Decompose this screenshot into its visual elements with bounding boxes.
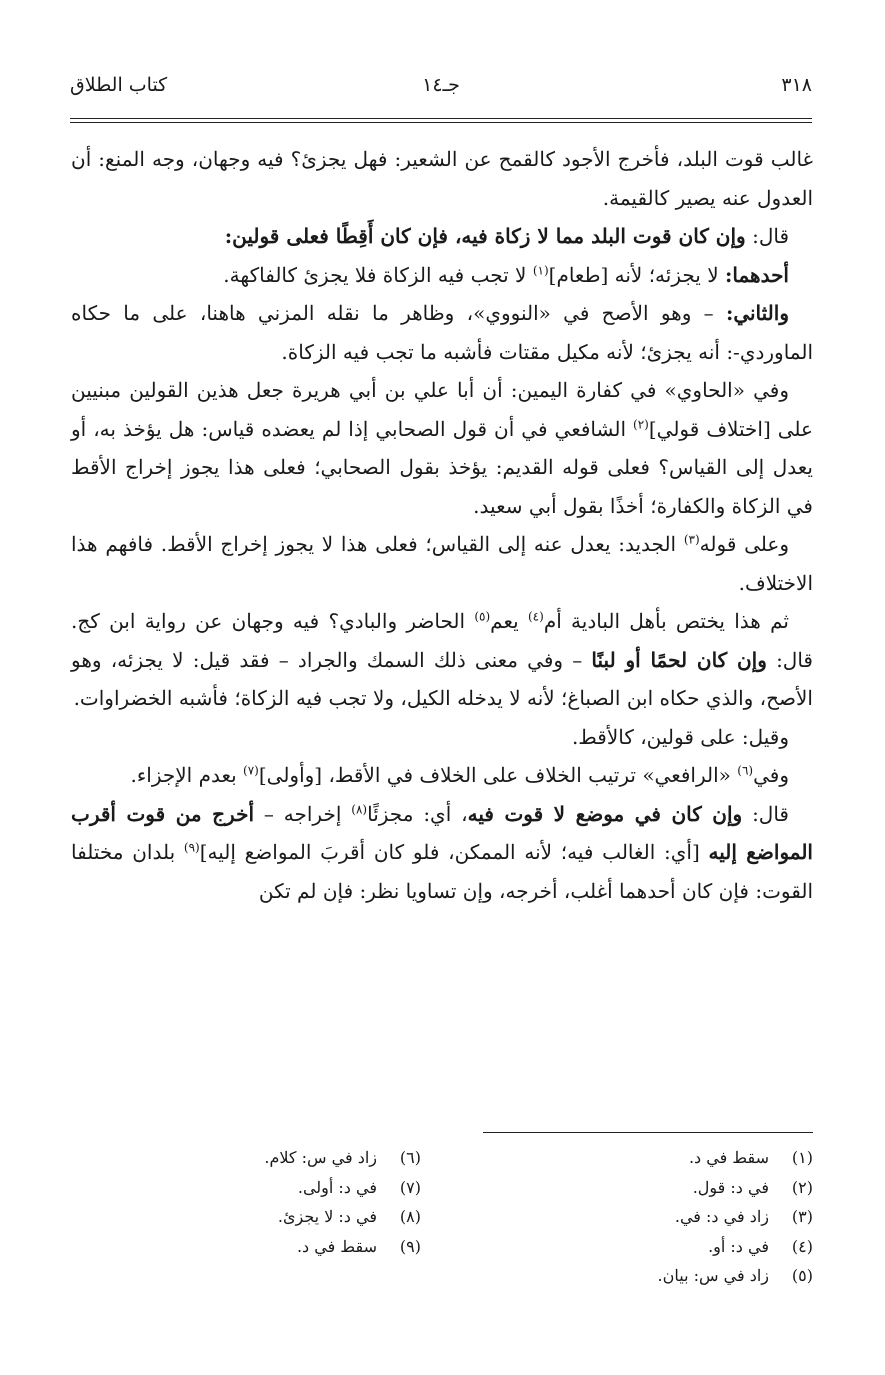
footnote-marker: (٥) [474, 609, 491, 624]
text-run: الحاضر والبادي؟ فيه وجهان عن رواية ابن كج. قال: [71, 609, 813, 672]
bold-text: أخرج من قوت أقرب المواضع إليه [71, 801, 813, 864]
footnote-marker: (٧) [243, 763, 259, 778]
header-rule-bottom [70, 122, 812, 123]
footnote-marker: (٤) [527, 609, 544, 624]
footnote-text: سقط في د. [296, 1236, 377, 1256]
footnote-number: (٧) [399, 1177, 421, 1197]
text-run: وقيل: على قولين، كالأقط. [571, 724, 789, 749]
footnote-marker: (٢) [633, 416, 649, 431]
book-title: كتاب الطلاق [70, 74, 168, 96]
footnote-text: في د: أو. [708, 1236, 769, 1256]
footnote-number: (٨) [399, 1207, 421, 1226]
footnotes-right-column [473, 1143, 813, 1291]
text-run: لا يجزئه؛ لأنه [طعام] [548, 262, 725, 287]
footnote-number: (٢) [791, 1177, 813, 1197]
footnote-separator [483, 1132, 813, 1133]
footnote-number: (٦) [399, 1148, 421, 1167]
paragraph [71, 525, 813, 602]
page-number: ٣١٨ [781, 74, 812, 96]
footnote-text: في د: أولى. [297, 1177, 377, 1197]
text-run: بعدم الإجزاء. [130, 763, 244, 787]
footnote-text: زاد في س: كلام. [264, 1148, 377, 1167]
footnote-marker: (٦) [737, 763, 754, 778]
footnote-text: زاد في س: بيان. [657, 1266, 769, 1285]
text-run: قال: [745, 224, 789, 248]
footnote-marker: (١) [532, 262, 549, 277]
footnote-marker: (٩) [183, 840, 200, 855]
text-run: لا تجب فيه الزكاة فلا يجزئ كالفاكهة. [223, 262, 533, 287]
paragraph [71, 795, 813, 911]
paragraph [71, 756, 813, 795]
text-run: وفي [753, 763, 789, 787]
paragraph [71, 371, 813, 525]
text-run: بلدان مختلفا القوت: فإن كان أحدهما أغلب، أخرجه، وإن تساويا نظر: فإن لم تكن [71, 840, 813, 903]
header-rule-top [70, 118, 812, 119]
footnote-text: في د: لا يجزئ. [277, 1207, 377, 1226]
footnote [473, 1173, 813, 1203]
footnote-number: (٣) [791, 1207, 813, 1226]
bold-text: وإن كان لحمًا أو لبنًا [591, 647, 767, 672]
footnote [81, 1143, 421, 1173]
paragraph [71, 294, 813, 371]
footnote-number: (١) [791, 1148, 813, 1167]
footnote-marker: (٣) [683, 532, 700, 547]
page-header [70, 74, 812, 104]
paragraph [71, 256, 813, 295]
bold-text: أحدهما: [724, 262, 789, 287]
text-run: ، أي: مجزئًا [367, 801, 468, 826]
text-run: ثم هذا يختص بأهل البادية أم [543, 609, 789, 633]
text-run: [أي: الغالب فيه؛ لأنه الممكن، فلو كان أقربَ المواضع إليه] [199, 840, 709, 864]
text-run: قال: [742, 801, 789, 826]
text-run: يعم [490, 609, 528, 633]
text-run: إخراجه – [254, 801, 352, 826]
bold-text: وإن كان في موضع لا قوت فيه [467, 801, 743, 826]
footnote-number: (٤) [791, 1236, 813, 1256]
text-run: الشافعي في أن قول الصحابي إذا لم يعضده قياس: هل يؤخذ به، أو يعدل إلى القياس؟ فعلى قوله القديم: يؤخذ بقول الصحابي؛ فعلى هذا يجوز إخراج الأقط في الزكاة والكفارة؛ أخذًا بقول أبي سعيد. [71, 416, 813, 518]
text-run: وفي «الحاوي» في كفارة اليمين: أن أبا علي بن أبي هريرة جعل هذين القولين مبنيين على [اختلاف قولي] [71, 378, 813, 441]
footnote [473, 1232, 813, 1262]
text-run: – وفي معنى ذلك السمك والجراد – فقد قيل: لا يجزئه، وهو الأصح، والذي حكاه ابن الصباغ؛ لأنه لا يدخله الكيل، ولا تجب فيه الزكاة؛ فأشبه الخضراوات. [71, 647, 813, 710]
footnote [473, 1143, 813, 1173]
paragraph [71, 718, 813, 757]
footnote [81, 1173, 421, 1203]
paragraph [71, 217, 813, 256]
footnote [473, 1202, 813, 1232]
footnote-text: في د: قول. [692, 1177, 769, 1197]
footnote-marker: (٨) [351, 801, 368, 816]
footnote [81, 1202, 421, 1232]
footnote [81, 1232, 421, 1262]
footnote [473, 1261, 813, 1291]
footnote-number: (٩) [399, 1236, 421, 1256]
paragraph [71, 140, 813, 217]
body-text [71, 140, 813, 910]
bold-text: وإن كان قوت البلد مما لا زكاة فيه، فإن كان أَقِطًا فعلى قولين: [224, 224, 746, 248]
footnote-text: سقط في د. [688, 1148, 769, 1167]
text-run: «الرافعي» ترتيب الخلاف على الخلاف في الأقط، [وأولى] [258, 763, 738, 787]
text-run: وعلى قوله [699, 532, 789, 556]
footnotes-left-column [81, 1143, 421, 1261]
paragraph [71, 602, 813, 718]
bold-text: والثاني: [725, 301, 789, 325]
volume-label: جـ١٤ [422, 74, 460, 96]
text-run: غالب قوت البلد، فأخرج الأجود كالقمح عن الشعير: فهل يجزئ؟ فيه وجهان، وجه المنع: أن العدول عنه يصير كالقيمة. [71, 147, 813, 210]
text-run: الجديد: يعدل عنه إلى القياس؛ فعلى هذا لا يجوز إخراج الأقط. فافهم هذا الاختلاف. [71, 532, 813, 595]
footnote-number: (٥) [791, 1266, 813, 1285]
text-run: – وهو الأصح في «النووي»، وظاهر ما نقله المزني هاهنا، على ما حكاه الماوردي-: أنه يجزئ؛ لأنه مكيل مقتات فأشبه ما تجب فيه الزكاة. [71, 301, 813, 364]
footnote-text: زاد في د: في. [674, 1207, 769, 1226]
